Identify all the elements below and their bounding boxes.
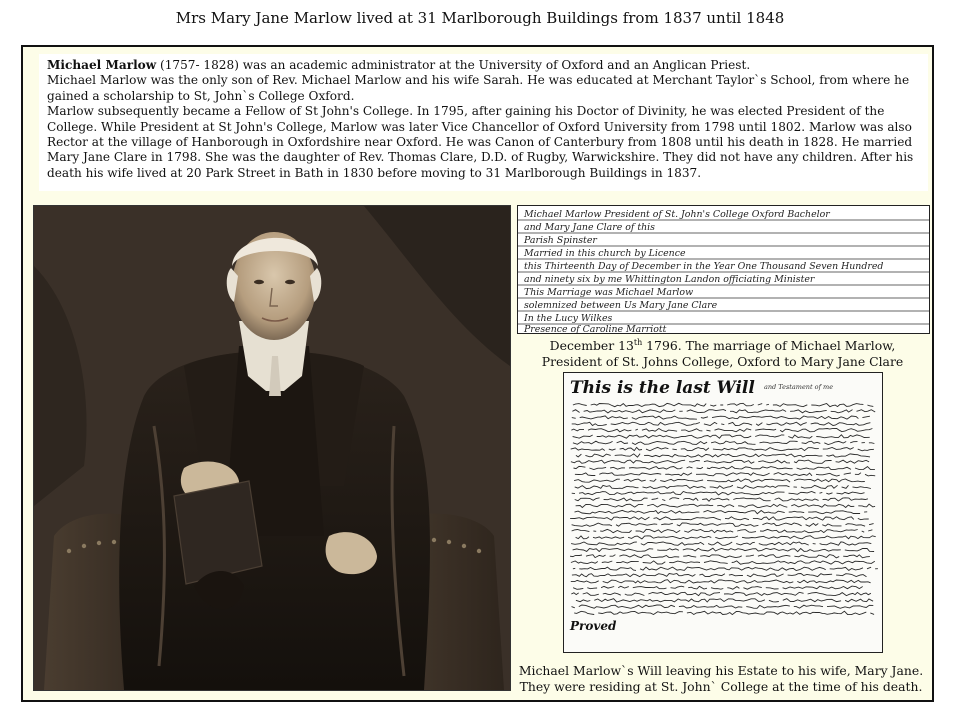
will-heading-rest: and Testament of me bbox=[764, 383, 834, 391]
register-row-4: Married in this church by Licence bbox=[524, 248, 686, 259]
will-script-line bbox=[575, 485, 871, 488]
register-row-6: and ninety six by me Whittington Landon officiating Minister bbox=[524, 274, 815, 285]
will-script-line bbox=[576, 504, 876, 507]
register-row-9: In the Lucy Wilkes bbox=[524, 313, 613, 324]
will-script-line bbox=[572, 529, 873, 532]
will-script-line bbox=[571, 429, 876, 432]
marriage-caption-line1 bbox=[517, 335, 928, 354]
will-script-line bbox=[571, 580, 871, 583]
will-heading: This is the last Will bbox=[570, 378, 755, 398]
will-script-line bbox=[574, 479, 869, 482]
will-script-line bbox=[573, 548, 875, 551]
will-script-line bbox=[573, 435, 870, 438]
register-row-8: solemnized between Us Mary Jane Clare bbox=[524, 300, 718, 311]
biography-panel bbox=[39, 54, 928, 191]
will-caption bbox=[508, 663, 934, 695]
will-script-line bbox=[572, 605, 874, 608]
will-script-line bbox=[571, 447, 874, 450]
will-script-line bbox=[572, 523, 874, 526]
will-script-line bbox=[571, 561, 875, 564]
will-document-image bbox=[563, 372, 883, 653]
will-script-line bbox=[573, 441, 879, 444]
will-script-line bbox=[570, 555, 870, 558]
will-script-line bbox=[572, 574, 867, 577]
marriage-caption-line2: President of St. Johns College, Oxford to Mary Jane Clare bbox=[541, 354, 904, 370]
portrait-painting bbox=[33, 205, 511, 691]
portrait-illustration bbox=[34, 206, 510, 690]
will-script-line bbox=[572, 416, 870, 419]
marriage-caption-text: 1796. The marriage of Michael Marlow, bbox=[642, 338, 896, 354]
will-caption-line1: Michael Marlow`s Will leaving his Estate to his wife, Mary Jane. bbox=[518, 663, 924, 678]
will-script-line bbox=[576, 599, 873, 602]
marriage-caption-ordinal: th bbox=[633, 338, 643, 347]
bio-paragraph-education: Michael Marlow was the only son of Rev. Michael Marlow and his wife Sarah. He was educated at Merchant Taylor`s School, from where he gained a scholarship to St, John`s College Oxford. bbox=[47, 73, 910, 103]
register-row-1: Michael Marlow President of St. John's College Oxford Bachelor bbox=[524, 209, 830, 220]
marriage-caption bbox=[517, 335, 928, 370]
will-proved-label: Proved bbox=[570, 619, 617, 633]
will-caption-line2: They were residing at St. John` College at the time of his death. bbox=[519, 679, 923, 694]
will-script-line bbox=[575, 473, 875, 476]
will-script-line bbox=[576, 536, 876, 539]
will-script-line bbox=[573, 586, 867, 589]
will-script-line bbox=[571, 592, 871, 595]
will-script-line bbox=[572, 422, 871, 425]
bio-intro-text: (1757- 1828) was an academic administrator at the University of Oxford and an Anglican Priest. bbox=[156, 58, 751, 72]
will-script-line bbox=[573, 403, 873, 406]
will-script-line bbox=[571, 460, 873, 463]
marriage-register-lines bbox=[518, 206, 929, 333]
will-script-line bbox=[572, 410, 875, 413]
bio-paragraph-career: Marlow subsequently became a Fellow of St John's College. In 1795, after gaining his Doctor of Divinity, he was elected President of the College. While President at St John's College, Marlow was later Vice Chancellor of Oxford University from 1798 until 1802. Marlow was also Rector at the village of Hanborough in Oxfordshire near Oxford. He was Canon of Canterbury from 1808 until his death in 1828. He married Mary Jane Clare in 1798. She was the daughter of Rev. Thomas Clare, D.D. of Rugby, Warwickshire. They did not have any children. After his death his wife lived at 20 Park Street in Bath in 1830 before moving to 31 Marlborough Buildings in 1837. bbox=[47, 104, 914, 180]
will-script-line bbox=[575, 510, 868, 513]
will-script-line bbox=[574, 611, 874, 614]
will-script-line bbox=[570, 517, 869, 520]
register-row-3: Parish Spinster bbox=[524, 235, 597, 246]
page-title: Mrs Mary Jane Marlow lived at 31 Marlborough Buildings from 1837 until 1848 bbox=[175, 9, 785, 27]
register-row-2: and Mary Jane Clare of this bbox=[524, 222, 655, 233]
register-row-10: Presence of Caroline Marriott bbox=[524, 324, 667, 333]
will-script-line bbox=[574, 466, 875, 469]
will-document-script bbox=[564, 373, 882, 652]
register-row-5: this Thirteenth Day of December in the Year One Thousand Seven Hundred bbox=[524, 261, 884, 272]
bio-intro bbox=[47, 58, 920, 73]
marriage-caption-date: December 13 bbox=[549, 338, 634, 354]
marriage-register-image bbox=[517, 205, 930, 334]
will-script-line bbox=[576, 454, 870, 457]
will-script-line bbox=[572, 492, 869, 495]
will-script-line bbox=[571, 542, 871, 545]
will-script-line bbox=[573, 567, 878, 570]
will-handwriting bbox=[570, 403, 878, 614]
bio-name: Michael Marlow bbox=[47, 58, 157, 72]
will-script-line bbox=[575, 498, 868, 501]
register-row-7: This Marriage was Michael Marlow bbox=[524, 287, 694, 298]
